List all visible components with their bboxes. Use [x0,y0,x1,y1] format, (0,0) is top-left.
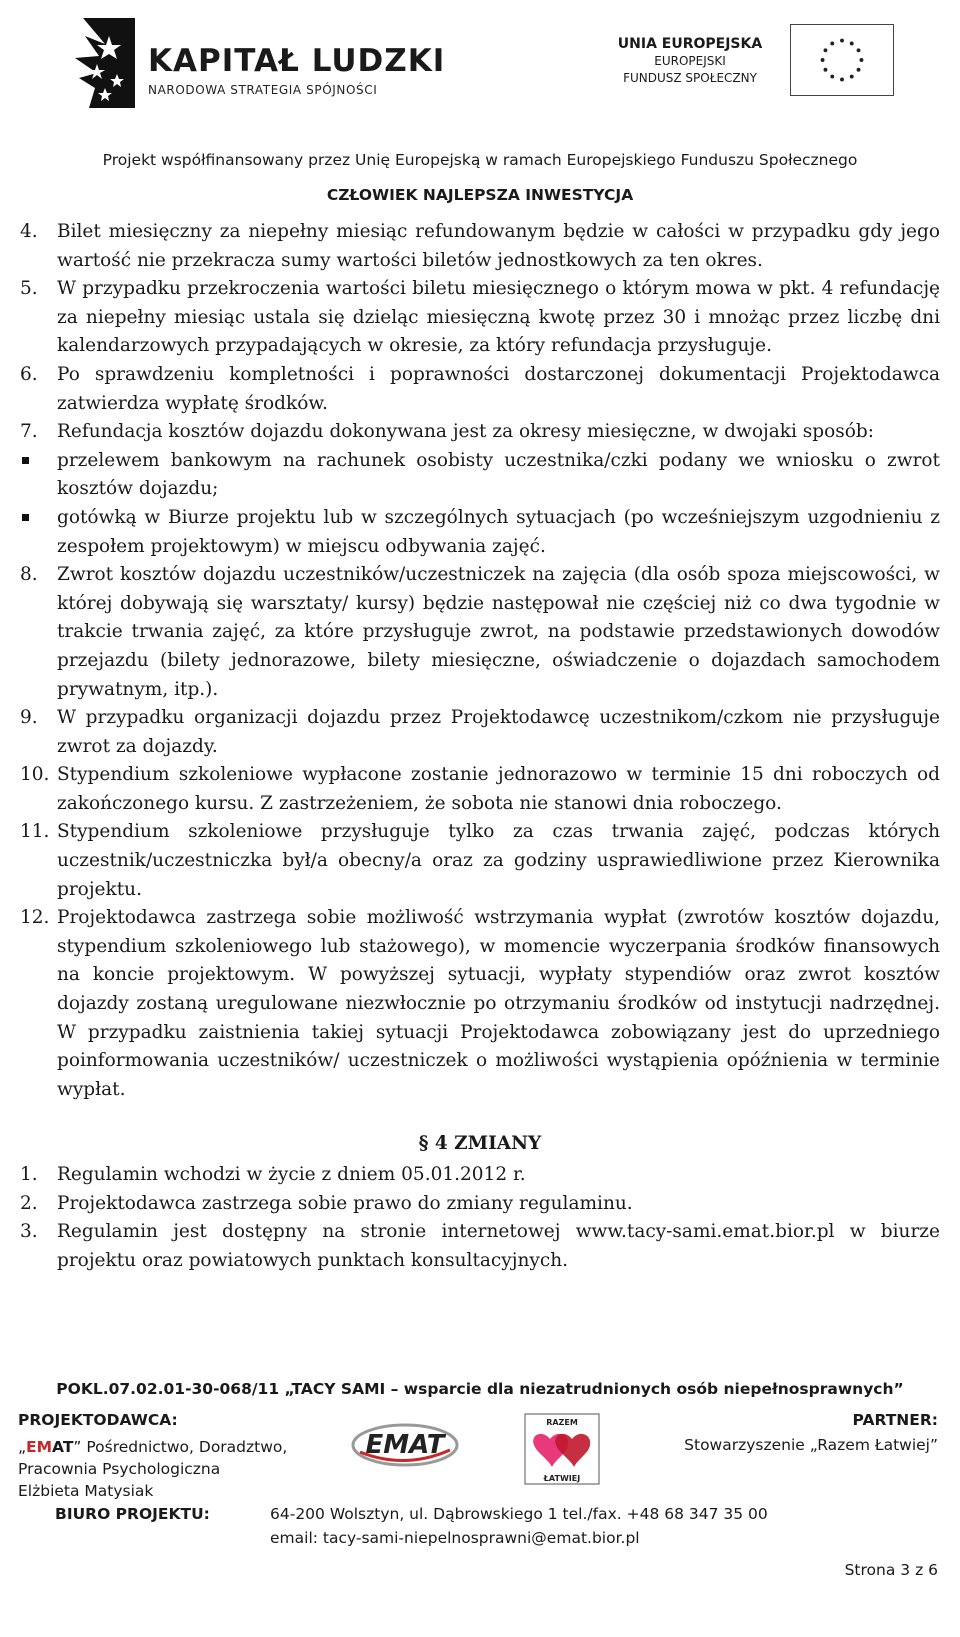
list-item [20,275,940,361]
item-number: 9. [20,707,38,729]
list-item [20,218,940,275]
item-number: 8. [20,564,38,586]
item-number: 5. [20,278,38,300]
projektodawca-name: „EMAT” Pośrednictwo, Doradztwo, Pracownia Psychologiczna Elżbieta Matysiak [18,1438,288,1500]
item-number: 12. [20,907,50,929]
list-item [20,904,940,1104]
item-number: 7. [20,421,38,443]
item-number: 6. [20,363,38,385]
partner-label: PARTNER: [852,1411,938,1429]
emat-at: AT [52,1438,74,1456]
biuro-label: BIURO PROJEKTU: [55,1505,210,1523]
item-number: 1. [20,1164,38,1185]
item-text: Bilet miesięczny za niepełny miesiąc refundowanym będzie w całości w przypadku gdy jego wartość nie przekracza sumy wartości biletów jednostkowych za ten okres. [57,221,940,271]
item-text: Stypendium szkoleniowe przysługuje tylko za czas trwania zajęć, podczas których uczestnik/uczestniczka był/a obecny/a oraz za godziny usprawiedliwione przez Kierownika projektu. [57,821,940,900]
projektodawca-line3: Elżbieta Matysiak [18,1482,154,1500]
office-address: 64-200 Wolsztyn, ul. Dąbrowskiego 1 tel./fax. +48 68 347 35 00 [270,1505,768,1523]
kapital-ludzki-subtitle: NARODOWA STRATEGIA SPÓJNOŚCI [148,83,378,97]
bullet-list [20,447,940,561]
eu-label-line3: FUNDUSZ SPOŁECZNY [623,71,757,85]
item-text: Stypendium szkoleniowe wypłacone zostanie jednorazowo w terminie 15 dni roboczych od zakończonego kursu. Z zastrzeżeniem, że sobota nie stanowi dnia roboczego. [57,764,940,814]
projektodawca-rest: ” Pośrednictwo, Doradztwo, [73,1438,288,1456]
razem-logo-top: RAZEM [546,1418,578,1427]
list-item [20,418,940,561]
item-text: W przypadku przekroczenia wartości biletu miesięcznego o którym mowa w pkt. 4 refundację za niepełny miesiąc ustala się dzieląc miesięczną kwotę przez 30 i mnożąc przez liczbę dni kalendarzowych przypadających w okresie, za który refundacja przysługuje. [57,278,940,357]
eu-label-line1: UNIA EUROPEJSKA [617,36,763,52]
item-text: Projektodawca zastrzega sobie możliwość wstrzymania wypłat (zwrotów kosztów dojazdu, stypendium szkoleniowego lub stażowego), w momencie wyczerpania środków finansowych na koncie projektowym. W powyższej sytuacji, wypłaty stypendiów oraz zwrot kosztów dojazdy zostaną uregulowane niezwłocznie po otrzymaniu środków od instytucji nadrzędnej. W przypadku zaistnienia takiej sytuacji Projektodawca zobowiązany jest do uprzedniego poinformowania uczestników/ uczestniczek o możliwości wystąpienia opóźnienia w terminie wypłat. [57,907,940,1100]
item-text: Po sprawdzeniu kompletności i poprawności dostarczonej dokumentacji Projektodawca zatwierdza wypłatę środków. [57,363,940,414]
item-text: W przypadku organizacji dojazdu przez Projektodawcę uczestnikom/czkom nie przysługuje zwrot za dojazdy. [57,707,940,757]
item-number: 3. [20,1221,38,1243]
kapital-ludzki-logo-icon [75,18,135,108]
list-item [20,761,940,818]
bullet-item: przelewem bankowym na rachunek osobisty uczestnika/czki podany we wniosku o zwrot kosztów dojazdu; [20,447,940,504]
list-item [20,1190,940,1219]
item-number: 10. [20,764,50,786]
kapital-ludzki-title: KAPITAŁ LUDZKI [148,43,446,79]
regulation-list [20,218,940,1104]
regulation-body [20,218,940,1275]
item-text: Regulamin jest dostępny na stronie internetowej www.tacy-sami.emat.bior.pl w biurze projektu oraz powiatowych punktach konsultacyjnych. [57,1221,940,1271]
section-4-title: § 4 ZMIANY [418,1133,542,1155]
cofinancing-note: Projekt współfinansowany przez Unię Europejską w ramach Europejskiego Funduszu Społecznego [102,151,858,169]
list-item [20,704,940,761]
emat-logo-text: EMAT [365,1430,445,1460]
projektodawca-label: PROJEKTODAWCA: [18,1411,178,1429]
project-line: POKL.07.02.01-30-068/11 „TACY SAMI – wsparcie dla niezatrudnionych osób niepełnosprawnych” [56,1380,904,1398]
eu-flag-icon [790,24,894,96]
list-item [20,818,940,904]
page-footer [0,1380,960,1637]
item-text: Zwrot kosztów dojazdu uczestników/uczestniczek na zajęcia (dla osób spoza miejscowości, w której dobywają się warsztaty/ kursy) będzie następował nie częściej niż co dwa tygodnie w trakcie trwania zajęć, za które przysługuje zwrot, na podstawie przedstawionych dowodów przejazdu (bilety jednorazowe, bilety miesięczne, oświadczenie o dojazdach samochodem prywatnym, itp.). [57,564,940,700]
list-item [20,1161,940,1190]
item-text: Refundacja kosztów dojazdu dokonywana jest za okresy miesięczne, w dwojaki sposób: [57,421,874,443]
razem-logo-bottom: ŁATWIEJ [543,1474,581,1483]
list-item [20,361,940,418]
item-number: 11. [20,821,50,843]
office-email[interactable]: email: tacy-sami-niepelnosprawni@emat.bior.pl [270,1529,640,1547]
projektodawca-line2: Pracownia Psychologiczna [18,1460,221,1478]
list-item [20,561,940,704]
motto: CZŁOWIEK NAJLEPSZA INWESTYCJA [326,186,634,204]
page-header [0,0,960,205]
emat-logo-icon [350,1420,460,1470]
item-number: 2. [20,1192,38,1214]
page-number: Strona 3 z 6 [844,1561,938,1579]
eu-label-line2: EUROPEJSKI [654,54,726,68]
eu-label [600,36,780,87]
item-text: Projektodawca zastrzega sobie prawo do zmiany regulaminu. [57,1192,633,1214]
section-4-list [20,1161,940,1275]
bullet-item: gotówką w Biurze projektu lub w szczególnych sytuacjach (po wcześniejszym uzgodnieniu z zespołem projektowym) w miejscu odbywania zajęć. [20,504,940,561]
item-text: Regulamin wchodzi w życie z dniem 05.01.2012 r. [57,1164,526,1185]
item-number: 4. [20,221,38,242]
list-item [20,1218,940,1275]
emat-em: EM [26,1438,53,1456]
razem-latwiej-logo-icon [524,1413,600,1485]
partner-name: Stowarzyszenie „Razem Łatwiej” [684,1436,938,1454]
